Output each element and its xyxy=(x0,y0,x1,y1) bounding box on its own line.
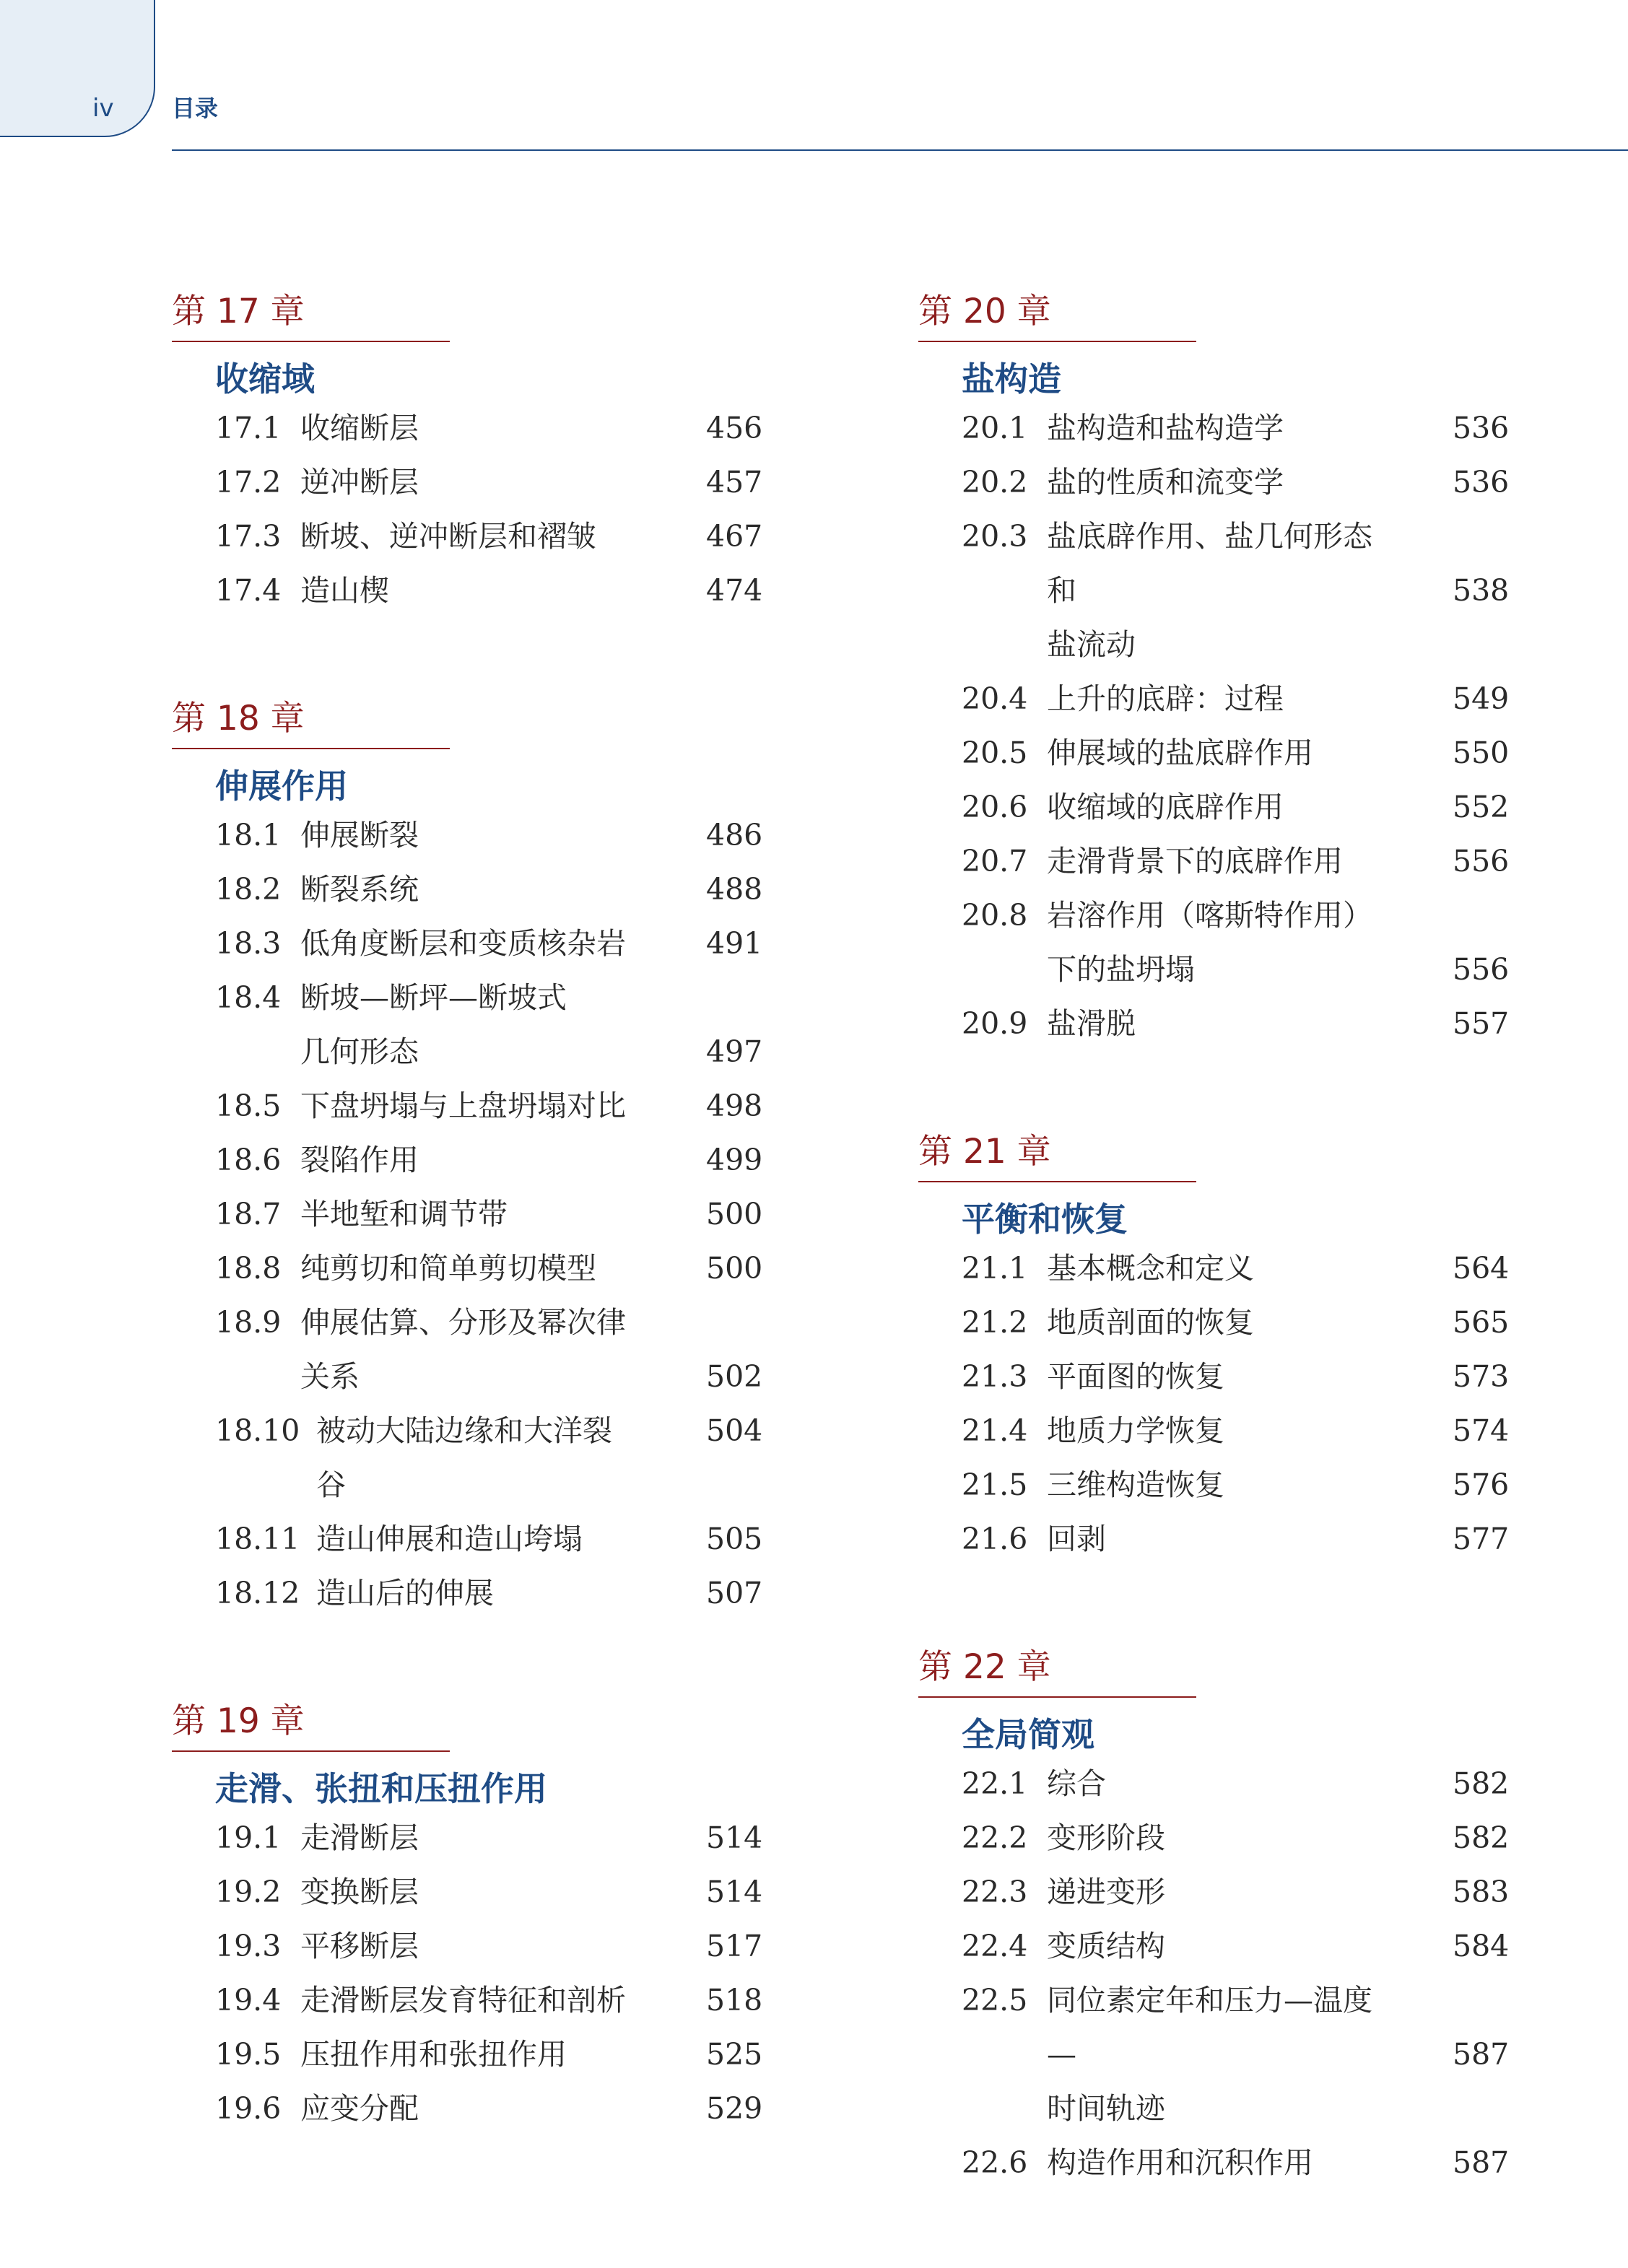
toc-entry[interactable] xyxy=(172,510,764,564)
toc-entry[interactable] xyxy=(918,726,1510,780)
section-title: 纯剪切和简单剪切模型 xyxy=(300,1251,596,1286)
section-title: 断坡、逆冲断层和褶皱 xyxy=(300,519,596,554)
section-title: 压扭作用和张扭作用 xyxy=(300,2037,567,2072)
toc-entry[interactable] xyxy=(918,780,1510,834)
section-number: 21.4 xyxy=(962,1413,1028,1448)
section-number: 19.1 xyxy=(215,1820,282,1855)
section-title: 三维构造恢复 xyxy=(1047,1467,1224,1502)
page-number-ref: 514 xyxy=(706,1820,763,1855)
toc-entry[interactable] xyxy=(918,834,1510,889)
section-number: 21.5 xyxy=(962,1467,1028,1502)
page-number-ref: 457 xyxy=(706,465,763,500)
toc-left-column xyxy=(172,289,764,2214)
page-number-ref: 467 xyxy=(706,519,763,554)
section-title: 裂陷作用 xyxy=(300,1143,419,1177)
toc-entry[interactable] xyxy=(918,510,1510,672)
section-title: 同位素定年和压力—温度— xyxy=(1047,1983,1372,2072)
section-number: 22.5 xyxy=(962,1983,1028,2018)
section-title: 断坡—断坪—断坡式 xyxy=(300,980,567,1015)
section-title: 时间轨迹 xyxy=(1047,2091,1165,2126)
chapter-title[interactable]: 收缩域 xyxy=(215,359,315,398)
page-number-ref: 582 xyxy=(1453,1820,1510,1855)
toc-entry[interactable] xyxy=(918,1242,1510,1296)
section-title: 盐构造和盐构造学 xyxy=(1047,411,1284,445)
toc-entry[interactable] xyxy=(172,1404,764,1512)
page-number-ref: 549 xyxy=(1453,681,1510,716)
section-number: 20.1 xyxy=(962,411,1028,445)
toc-right-column xyxy=(918,289,1510,2268)
toc-entry[interactable] xyxy=(172,1919,764,1973)
page-number-ref: 497 xyxy=(706,1034,763,1069)
page-number-ref: 505 xyxy=(706,1522,763,1556)
section-number: 20.7 xyxy=(962,844,1028,878)
section-number: 18.4 xyxy=(215,980,282,1015)
page-number-ref: 536 xyxy=(1453,411,1510,445)
section-number: 20.9 xyxy=(962,1006,1028,1041)
page-number-ref: 574 xyxy=(1453,1413,1510,1448)
section-number: 22.1 xyxy=(962,1766,1028,1801)
toc-entry[interactable] xyxy=(918,1973,1510,2136)
page-number-ref: 564 xyxy=(1453,1251,1510,1286)
page-number-ref: 577 xyxy=(1453,1522,1510,1556)
section-title: 伸展估算、分形及幂次律 xyxy=(300,1305,626,1340)
section-title: 造山后的伸展 xyxy=(316,1576,494,1610)
chapter-title[interactable]: 全局简观 xyxy=(962,1715,1094,1754)
section-number: 21.1 xyxy=(962,1251,1028,1286)
section-title: 走滑断层发育特征和剖析 xyxy=(300,1983,626,2018)
section-number: 18.9 xyxy=(215,1305,282,1340)
toc-entry[interactable] xyxy=(918,401,1510,455)
toc-entry[interactable] xyxy=(172,1079,764,1133)
toc-entry[interactable] xyxy=(172,455,764,510)
section-title: 走滑背景下的底辟作用 xyxy=(1047,844,1343,878)
section-title: 造山楔 xyxy=(300,573,389,608)
page-number-ref: 500 xyxy=(706,1251,763,1286)
toc-entry[interactable] xyxy=(172,1133,764,1187)
section-number: 18.10 xyxy=(215,1413,300,1448)
toc-entry[interactable] xyxy=(172,971,764,1079)
section-number: 20.5 xyxy=(962,736,1028,770)
toc-entry[interactable] xyxy=(918,1512,1510,1566)
section-title: 上升的底辟：过程 xyxy=(1047,681,1284,716)
toc-entry[interactable] xyxy=(918,1811,1510,1865)
header-rule xyxy=(172,149,1628,151)
section-number: 17.3 xyxy=(215,519,282,554)
page-number-ref: 502 xyxy=(706,1359,763,1394)
toc-entry[interactable] xyxy=(172,863,764,917)
page-number-ref: 536 xyxy=(1453,465,1510,500)
toc-entry[interactable] xyxy=(918,455,1510,510)
section-number: 18.5 xyxy=(215,1089,282,1123)
section-title: 半地堑和调节带 xyxy=(300,1197,508,1231)
section-number: 22.2 xyxy=(962,1820,1028,1855)
page-number-ref: 491 xyxy=(706,926,763,961)
chapter-label: 第 22 章 xyxy=(918,1644,1196,1698)
toc-entry[interactable] xyxy=(172,1242,764,1296)
section-number: 18.11 xyxy=(215,1522,300,1556)
toc-entry[interactable] xyxy=(918,889,1510,997)
toc-entry[interactable] xyxy=(172,1973,764,2028)
toc-entry[interactable] xyxy=(172,1187,764,1242)
section-number: 22.4 xyxy=(962,1929,1028,1963)
page-number-ref: 498 xyxy=(706,1089,763,1123)
section-number: 19.5 xyxy=(215,2037,282,2072)
page-number-ref: 583 xyxy=(1453,1875,1510,1909)
section-number: 22.6 xyxy=(962,2145,1028,2180)
toc-entry[interactable] xyxy=(172,808,764,863)
page-number-ref: 474 xyxy=(706,573,763,608)
page-number-ref: 518 xyxy=(706,1983,763,2018)
section-title: 变形阶段 xyxy=(1047,1820,1165,1855)
section-number: 19.3 xyxy=(215,1929,282,1963)
section-number: 18.6 xyxy=(215,1143,282,1177)
section-title: 伸展断裂 xyxy=(300,818,419,852)
section-number: 18.12 xyxy=(215,1576,300,1610)
toc-entry[interactable] xyxy=(918,672,1510,726)
section-title: 盐的性质和流变学 xyxy=(1047,465,1284,500)
chapter-block xyxy=(172,696,764,1621)
section-title: 盐滑脱 xyxy=(1047,1006,1136,1041)
chapter-block xyxy=(918,1129,1510,1566)
section-title: 造山伸展和造山垮塌 xyxy=(316,1522,583,1556)
section-number: 22.3 xyxy=(962,1875,1028,1909)
chapter-label: 第 19 章 xyxy=(172,1698,450,1752)
toc-entry[interactable] xyxy=(172,1296,764,1404)
section-title: 伸展域的盐底辟作用 xyxy=(1047,736,1313,770)
chapter-label: 第 18 章 xyxy=(172,696,450,749)
section-title: 被动大陆边缘和大洋裂谷 xyxy=(316,1413,612,1502)
page-number-ref: 582 xyxy=(1453,1766,1510,1801)
chapter-block xyxy=(172,1698,764,2136)
section-number: 18.8 xyxy=(215,1251,282,1286)
section-title: 收缩断层 xyxy=(300,411,419,445)
toc-entry[interactable] xyxy=(172,2082,764,2136)
section-title: 回剥 xyxy=(1047,1522,1106,1556)
toc-entry[interactable] xyxy=(918,1458,1510,1512)
page-number-ref: 529 xyxy=(706,2091,763,2126)
section-title: 变换断层 xyxy=(300,1875,419,1909)
page-number-ref: 504 xyxy=(706,1413,763,1448)
page-number-ref: 552 xyxy=(1453,790,1510,824)
section-title: 走滑断层 xyxy=(300,1820,419,1855)
chapter-block xyxy=(918,289,1510,1051)
section-title: 盐底辟作用、盐几何形态和 xyxy=(1047,519,1372,608)
running-head: 目录 xyxy=(172,95,219,122)
section-number: 18.2 xyxy=(215,872,282,907)
page-number-ref: 556 xyxy=(1453,952,1510,987)
page-number-ref: 556 xyxy=(1453,844,1510,878)
section-title: 综合 xyxy=(1047,1766,1106,1801)
section-title: 盐流动 xyxy=(1047,627,1136,662)
section-title: 逆冲断层 xyxy=(300,465,419,500)
page-number: iv xyxy=(92,94,114,123)
page-number-ref: 517 xyxy=(706,1929,763,1963)
section-title: 下盘坍塌与上盘坍塌对比 xyxy=(300,1089,626,1123)
toc-entry[interactable] xyxy=(172,917,764,971)
chapter-label: 第 21 章 xyxy=(918,1129,1196,1182)
page-corner-tab xyxy=(0,0,155,137)
section-title: 递进变形 xyxy=(1047,1875,1165,1909)
page-number-ref: 565 xyxy=(1453,1305,1510,1340)
section-number: 19.6 xyxy=(215,2091,282,2126)
section-number: 21.2 xyxy=(962,1305,1028,1340)
chapter-title[interactable]: 平衡和恢复 xyxy=(962,1200,1128,1239)
toc-entry[interactable] xyxy=(172,564,764,618)
section-title: 应变分配 xyxy=(300,2091,419,2126)
section-number: 20.4 xyxy=(962,681,1028,716)
section-number: 18.1 xyxy=(215,818,282,852)
section-number: 21.6 xyxy=(962,1522,1028,1556)
section-number: 20.8 xyxy=(962,898,1028,933)
page-number-ref: 587 xyxy=(1453,2145,1510,2180)
section-title: 几何形态 xyxy=(300,1034,419,1069)
toc-entry[interactable] xyxy=(918,2136,1510,2190)
toc-entry[interactable] xyxy=(918,1350,1510,1404)
section-title: 构造作用和沉积作用 xyxy=(1047,2145,1313,2180)
section-number: 19.4 xyxy=(215,1983,282,2018)
chapter-title[interactable]: 盐构造 xyxy=(962,359,1061,398)
section-title: 关系 xyxy=(300,1359,360,1394)
toc-entry[interactable] xyxy=(918,1865,1510,1919)
section-title: 断裂系统 xyxy=(300,872,419,907)
section-title: 低角度断层和变质核杂岩 xyxy=(300,926,626,961)
page-number-ref: 550 xyxy=(1453,736,1510,770)
toc-entry[interactable] xyxy=(918,1296,1510,1350)
page-number-ref: 587 xyxy=(1453,2037,1510,2072)
section-title: 平面图的恢复 xyxy=(1047,1359,1224,1394)
page-number-ref: 573 xyxy=(1453,1359,1510,1394)
chapter-title[interactable]: 走滑、张扭和压扭作用 xyxy=(215,1769,547,1808)
page-number-ref: 538 xyxy=(1453,573,1510,608)
section-title: 平移断层 xyxy=(300,1929,419,1963)
toc-entry[interactable] xyxy=(918,1404,1510,1458)
section-number: 17.2 xyxy=(215,465,282,500)
toc-entry[interactable] xyxy=(918,1757,1510,1811)
section-number: 20.6 xyxy=(962,790,1028,824)
section-title: 岩溶作用（喀斯特作用） xyxy=(1047,898,1372,933)
chapter-block xyxy=(172,289,764,618)
chapter-label: 第 17 章 xyxy=(172,289,450,342)
toc-entry[interactable] xyxy=(918,1919,1510,1973)
toc-entry[interactable] xyxy=(172,1512,764,1566)
section-number: 17.1 xyxy=(215,411,282,445)
page-number-ref: 514 xyxy=(706,1875,763,1909)
page-number-ref: 584 xyxy=(1453,1929,1510,1963)
page-number-ref: 456 xyxy=(706,411,763,445)
page-number-ref: 576 xyxy=(1453,1467,1510,1502)
section-number: 21.3 xyxy=(962,1359,1028,1394)
section-title: 下的盐坍塌 xyxy=(1047,952,1195,987)
section-title: 地质剖面的恢复 xyxy=(1047,1305,1254,1340)
page-number-ref: 507 xyxy=(706,1576,763,1610)
toc-entry[interactable] xyxy=(172,1865,764,1919)
chapter-label: 第 20 章 xyxy=(918,289,1196,342)
section-number: 20.3 xyxy=(962,519,1028,554)
section-number: 19.2 xyxy=(215,1875,282,1909)
section-title: 变质结构 xyxy=(1047,1929,1165,1963)
section-title: 基本概念和定义 xyxy=(1047,1251,1254,1286)
page-number-ref: 525 xyxy=(706,2037,763,2072)
section-number: 18.7 xyxy=(215,1197,282,1231)
chapter-title[interactable]: 伸展作用 xyxy=(215,767,348,806)
page-number-ref: 499 xyxy=(706,1143,763,1177)
page-number-ref: 488 xyxy=(706,872,763,907)
toc-entry[interactable] xyxy=(172,401,764,455)
toc-entry[interactable] xyxy=(918,997,1510,1051)
page-number-ref: 557 xyxy=(1453,1006,1510,1041)
section-number: 17.4 xyxy=(215,573,282,608)
section-number: 20.2 xyxy=(962,465,1028,500)
section-title: 地质力学恢复 xyxy=(1047,1413,1224,1448)
chapter-block xyxy=(918,1644,1510,2190)
page-number-ref: 500 xyxy=(706,1197,763,1231)
page-number-ref: 486 xyxy=(706,818,763,852)
toc-entry[interactable] xyxy=(172,1566,764,1621)
section-title: 收缩域的底辟作用 xyxy=(1047,790,1284,824)
toc-entry[interactable] xyxy=(172,1811,764,1865)
toc-entry[interactable] xyxy=(172,2028,764,2082)
section-number: 18.3 xyxy=(215,926,282,961)
